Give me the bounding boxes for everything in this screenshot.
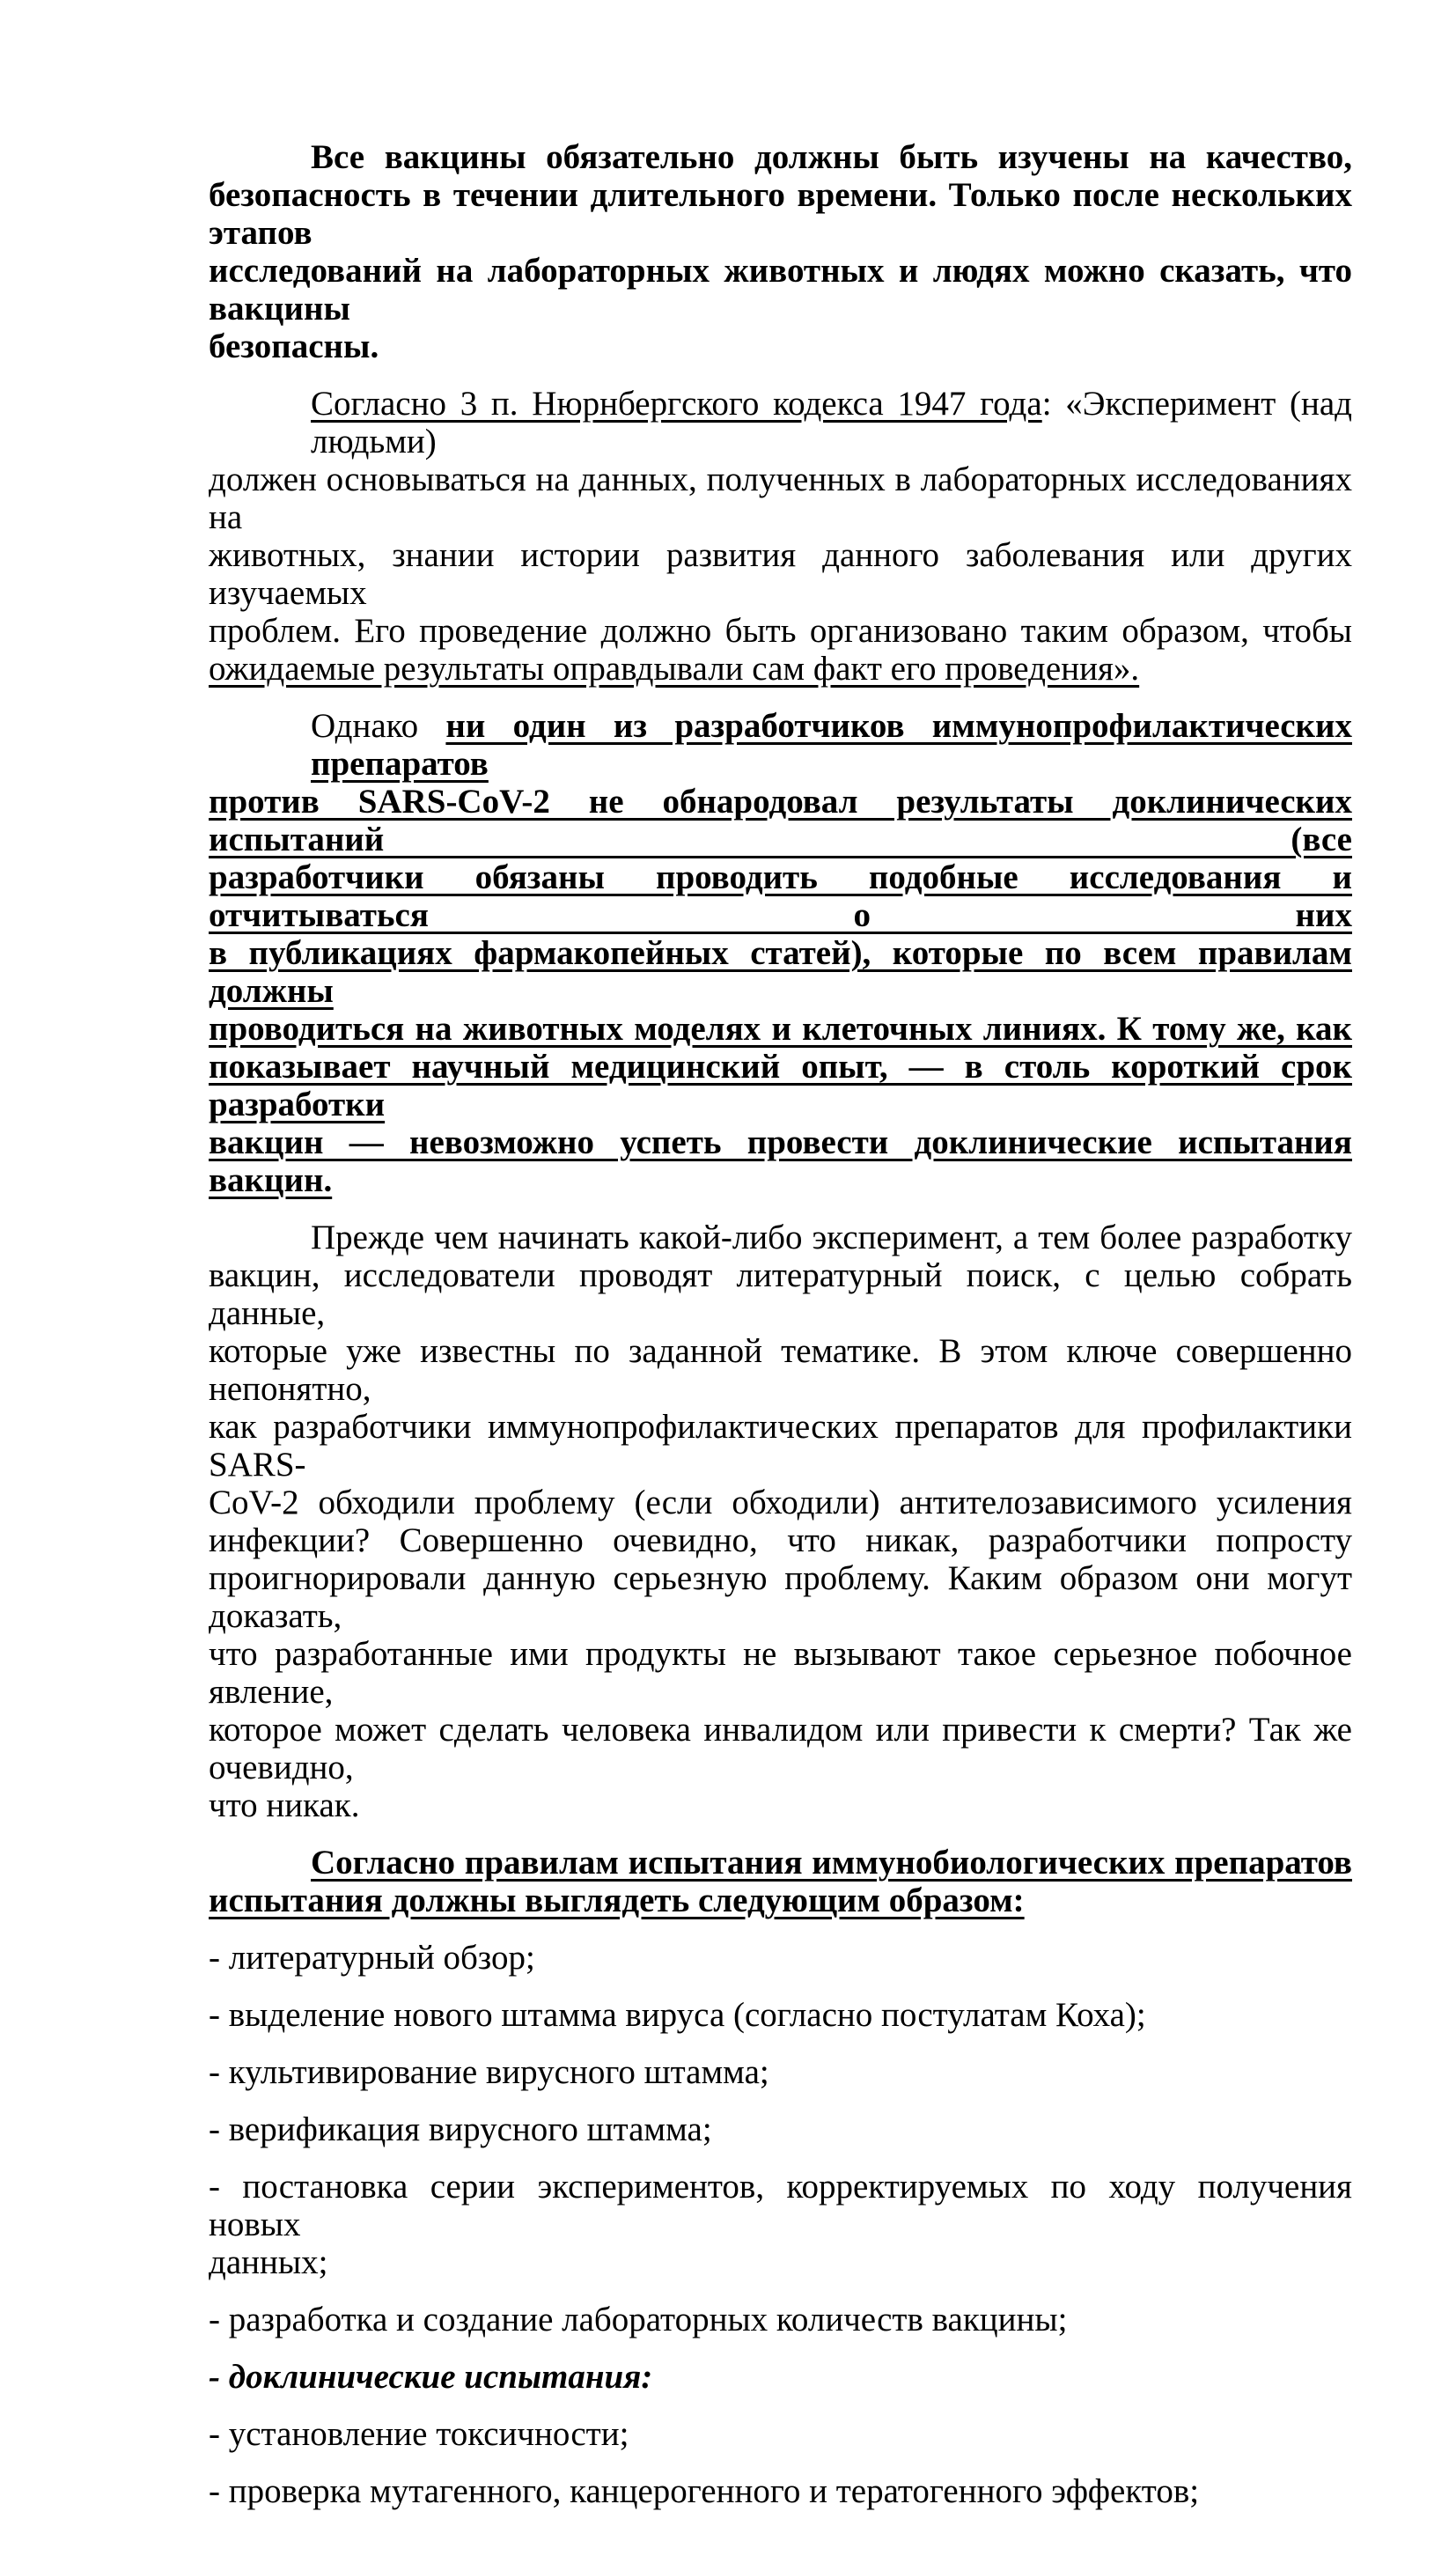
text-run: данных; xyxy=(209,2243,328,2281)
text-line xyxy=(209,328,1352,365)
list-item-strain-isolation xyxy=(209,1996,1352,2034)
text-run: - выделение нового штамма вируса (согласно постулатам Коха); xyxy=(209,1996,1146,2034)
text-run: вакцин, исследователи проводят литературный поиск, с целью собрать данные, xyxy=(209,1256,1352,1332)
text-line xyxy=(209,650,1352,688)
text-run: - доклинические испытания: xyxy=(209,2358,653,2396)
document-body xyxy=(209,138,1352,2510)
text-line xyxy=(209,612,1352,650)
text-line xyxy=(209,536,1352,612)
text-line xyxy=(209,252,1352,328)
text-run: что никак. xyxy=(209,1786,360,1824)
text-line xyxy=(209,858,1352,934)
text-line xyxy=(209,1711,1352,1786)
paragraph-developers-claim xyxy=(209,707,1352,1199)
text-run: ни один из разработчиков иммунопрофилактических препаратов xyxy=(311,707,1352,783)
text-run: вакцин — невозможно успеть провести доклинические испытания вакцин. xyxy=(209,1123,1352,1199)
text-line xyxy=(209,1844,1352,1882)
text-line xyxy=(209,1010,1352,1048)
text-run: что разработанные ими продукты не вызывают такое серьезное побочное явление, xyxy=(209,1635,1352,1711)
text-run: - литературный обзор; xyxy=(209,1939,535,1977)
text-line xyxy=(209,2053,1352,2091)
text-line xyxy=(209,2168,1352,2243)
text-run: - установление токсичности; xyxy=(209,2415,629,2453)
text-run: проигнорировали данную серьезную проблему. Каким образом они могут доказать, xyxy=(209,1559,1352,1635)
text-run: проводиться на животных моделях и клеточных линиях. К тому же, как xyxy=(209,1010,1352,1048)
text-run: которые уже известны по заданной тематике. В этом ключе совершенно непонятно, xyxy=(209,1332,1352,1408)
text-run: - верификация вирусного штамма; xyxy=(209,2110,712,2148)
text-line xyxy=(209,2243,1352,2281)
list-item-experiment-series xyxy=(209,2168,1352,2281)
text-line xyxy=(209,2110,1352,2148)
text-line xyxy=(209,1408,1352,1484)
text-line xyxy=(209,2358,1352,2396)
list-item-literature-review xyxy=(209,1939,1352,1977)
text-run: разработчики обязаны проводить подобные исследования и отчитываться о них xyxy=(209,858,1352,934)
text-run: Все вакцины обязательно должны быть изучены на качество, xyxy=(311,138,1352,176)
text-run: показывает научный медицинский опыт, — в столь короткий срок разработки xyxy=(209,1048,1352,1123)
text-run: - постановка серии экспериментов, корректируемых по ходу получения новых xyxy=(209,2168,1352,2243)
text-run: должен основываться на данных, полученных в лабораторных исследованиях на xyxy=(209,460,1352,536)
text-line xyxy=(209,1256,1352,1332)
text-run: животных, знании истории развития данного заболевания или других изучаемых xyxy=(209,536,1352,612)
text-line xyxy=(209,1332,1352,1408)
text-run: Прежде чем начинать какой-либо эксперимент, а тем более разработку xyxy=(311,1219,1352,1256)
text-line xyxy=(209,934,1352,1010)
text-line xyxy=(209,707,1352,783)
text-run: Однако xyxy=(311,707,446,745)
text-line xyxy=(209,1123,1352,1199)
text-line xyxy=(209,138,1352,176)
text-run: против SARS-CoV-2 не обнародовал результаты доклинических испытаний (все xyxy=(209,783,1352,858)
text-line xyxy=(209,1939,1352,1977)
paragraph-testing-rules-heading xyxy=(209,1844,1352,1919)
list-item-preclinical-trials xyxy=(209,2358,1352,2396)
text-run: - разработка и создание лабораторных количеств вакцины; xyxy=(209,2301,1068,2338)
text-run: : «Эксперимент (над людьми) xyxy=(311,385,1352,460)
text-run: испытания должны выглядеть следующим образом: xyxy=(209,1882,1025,1919)
list-item-strain-cultivation xyxy=(209,2053,1352,2091)
text-run: безопасны. xyxy=(209,328,379,365)
text-line xyxy=(209,1484,1352,1521)
text-line xyxy=(209,1559,1352,1635)
text-run: безопасность в течении длительного времени. Только после нескольких этапов xyxy=(209,176,1352,252)
text-run: которое может сделать человека инвалидом или привести к смерти? Так же очевидно, xyxy=(209,1711,1352,1786)
text-run: ожидаемые результаты оправдывали сам факт его проведения». xyxy=(209,650,1140,688)
list-item-toxicity xyxy=(209,2415,1352,2453)
text-run: как разработчики иммунопрофилактических препаратов для профилактики SARS- xyxy=(209,1408,1352,1484)
list-item-mutagenic-effects xyxy=(209,2472,1352,2510)
text-line xyxy=(209,1635,1352,1711)
text-run: - культивирование вирусного штамма; xyxy=(209,2053,769,2091)
paragraph-intro xyxy=(209,138,1352,365)
text-run: Согласно правилам испытания иммунобиологических препаратов xyxy=(311,1844,1352,1882)
text-line xyxy=(209,1786,1352,1824)
list-item-lab-quantities xyxy=(209,2301,1352,2338)
text-run: проблем. Его проведение должно быть организовано таким образом, чтобы xyxy=(209,612,1352,650)
text-line xyxy=(209,1521,1352,1559)
text-run: в публикациях фармакопейных статей), которые по всем правилам должны xyxy=(209,934,1352,1010)
text-line xyxy=(209,2301,1352,2338)
text-line xyxy=(209,1882,1352,1919)
text-run: - проверка мутагенного, канцерогенного и тератогенного эффектов; xyxy=(209,2472,1200,2510)
text-line xyxy=(209,1219,1352,1256)
text-run: инфекции? Совершенно очевидно, что никак, разработчики попросту xyxy=(209,1521,1352,1559)
list-item-strain-verification xyxy=(209,2110,1352,2148)
paragraph-nuremberg-code xyxy=(209,385,1352,688)
text-line xyxy=(209,2415,1352,2453)
text-line xyxy=(209,783,1352,858)
text-line xyxy=(209,176,1352,252)
text-run: исследований на лабораторных животных и людях можно сказать, что вакцины xyxy=(209,252,1352,328)
text-line xyxy=(209,460,1352,536)
text-line xyxy=(209,2472,1352,2510)
text-line xyxy=(209,1996,1352,2034)
text-line xyxy=(209,385,1352,460)
paragraph-literature-search xyxy=(209,1219,1352,1824)
text-run: Согласно 3 п. Нюрнбергского кодекса 1947 года xyxy=(311,385,1042,423)
text-line xyxy=(209,1048,1352,1123)
text-run: CoV-2 обходили проблему (если обходили) антителозависимого усиления xyxy=(209,1484,1352,1521)
